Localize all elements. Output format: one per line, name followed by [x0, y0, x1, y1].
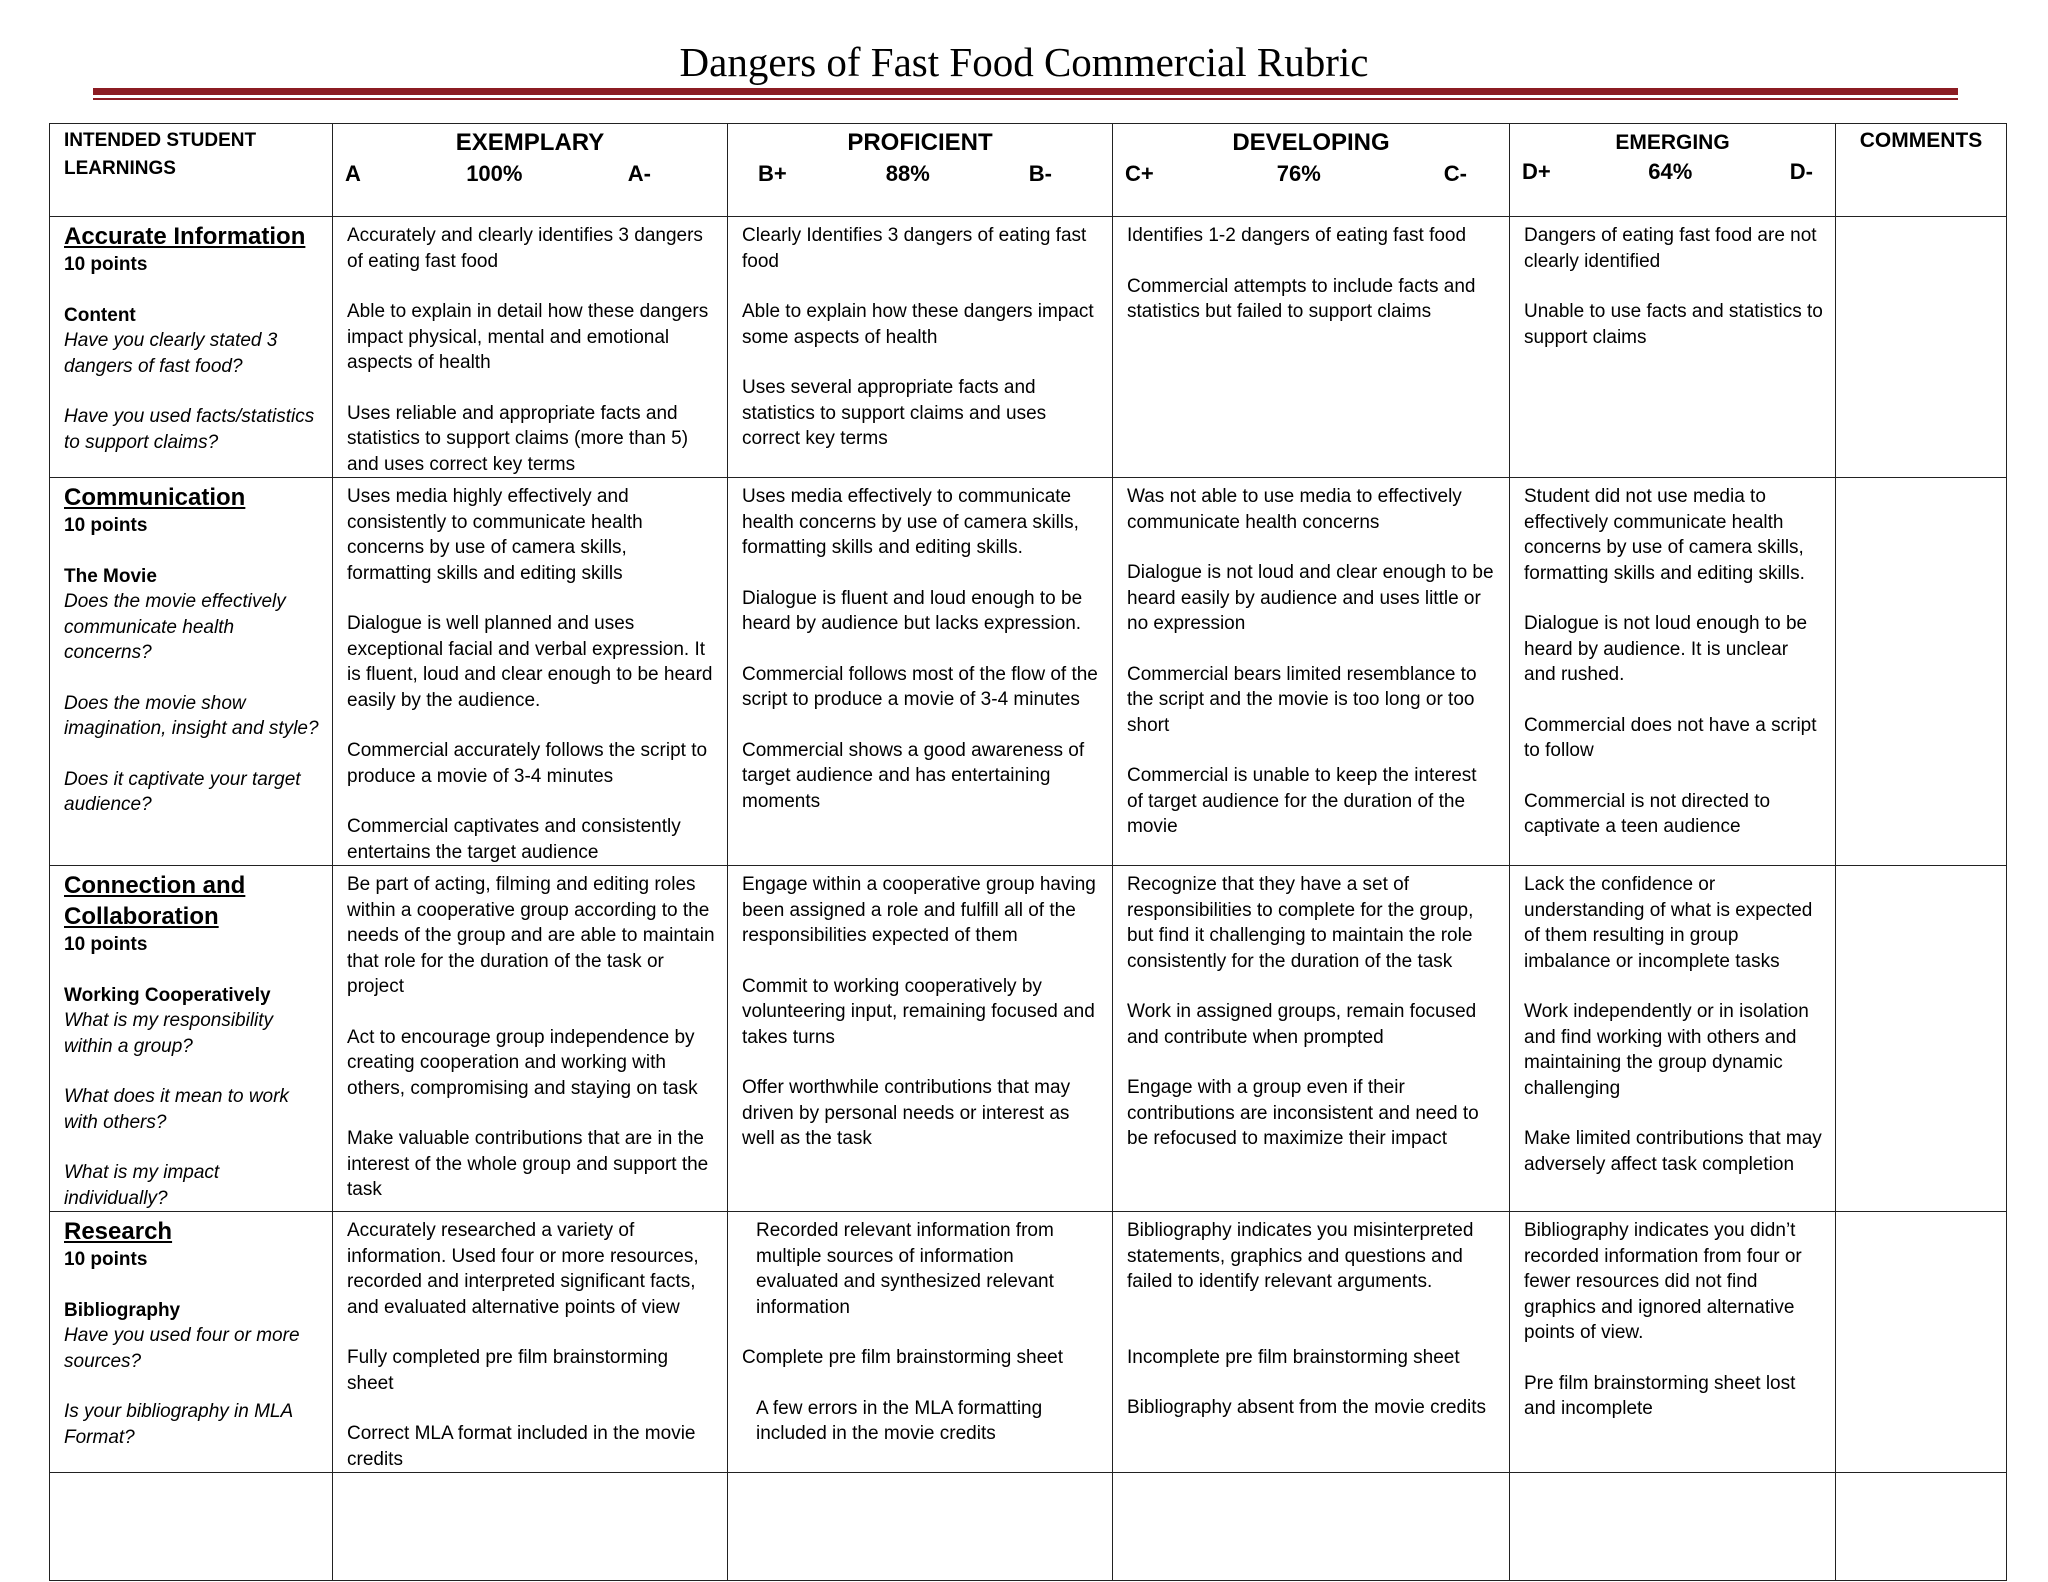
header-learnings-line1: INTENDED STUDENT — [64, 130, 257, 151]
descriptor-text: Make valuable contributions that are in the interest of the whole group and support the task — [347, 1128, 709, 1200]
descriptor-text: Bibliography indicates you misinterpreted statements, graphics and questions and failed to identify relevant arguments. — [1127, 1220, 1474, 1292]
descriptor-text: Commit to working cooperatively by volunteering input, remaining focused and takes turns — [742, 975, 1095, 1048]
descriptor-text: Make limited contributions that may adversely affect task completion — [1524, 1128, 1822, 1175]
descriptor-cell-exemplary — [333, 217, 728, 478]
criterion-question: What does it mean to work with others? — [64, 1086, 289, 1133]
descriptor-text: Commercial accurately follows the script to produce a movie of 3-4 minutes — [347, 740, 708, 787]
criterion-question: Does it captivate your target audience? — [64, 768, 301, 815]
descriptor-text: A few errors in the MLA formatting included in the movie credits — [756, 1397, 1043, 1444]
level-name: PROFICIENT — [847, 129, 993, 156]
criterion-points: 10 points — [64, 934, 148, 955]
empty-cell[interactable] — [333, 1473, 728, 1581]
descriptor-text: Student did not use media to effectively communicate health concerns by use of camera skills, formatting skills and editing skills. — [1524, 486, 1805, 584]
descriptor-text: Dangers of eating fast food are not clearly identified — [1524, 225, 1817, 272]
descriptor-text: Lack the confidence or understanding of what is expected of them resulting in group imbalance or incomplete tasks — [1524, 874, 1813, 972]
descriptor-text: Recorded relevant information from multiple sources of information evaluated and synthesized relevant information — [756, 1220, 1054, 1318]
descriptor-text: Correct MLA format included in the movie credits — [347, 1423, 696, 1470]
title-rule-thin — [93, 98, 1958, 100]
descriptor-text: Dialogue is well planned and uses exceptional facial and verbal expression. It is fluent, loud and clear enough to be heard easily by the audience. — [347, 613, 713, 711]
criterion-question: Have you clearly stated 3 dangers of fast food? — [64, 330, 278, 377]
descriptor-text: Commercial bears limited resemblance to the script and the movie is too long or too short — [1127, 663, 1477, 736]
descriptor-cell-proficient — [728, 217, 1113, 478]
criterion-question: Have you used facts/statistics to support claims? — [64, 406, 315, 453]
criterion-question: Does the movie show imagination, insight and style? — [64, 692, 319, 739]
descriptor-text: Dialogue is not loud enough to be heard by audience. It is unclear and rushed. — [1524, 613, 1808, 685]
level-name: DEVELOPING — [1232, 129, 1390, 156]
descriptor-text: Accurately researched a variety of information. Used four or more resources, recorded and interpreted significant facts, and evaluated alternative points of view — [347, 1220, 699, 1318]
descriptor-text: Able to explain in detail how these dangers impact physical, mental and emotional aspects of health — [347, 301, 709, 373]
criterion-subheading: The Movie — [64, 565, 157, 587]
header-level-developing — [1113, 124, 1510, 217]
rubric-row — [50, 478, 2007, 866]
criterion-subheading: Bibliography — [64, 1299, 181, 1321]
criterion-points: 10 points — [64, 1249, 148, 1270]
descriptor-text: Bibliography absent from the movie credits — [1127, 1397, 1487, 1418]
grade-high: C+ — [1125, 161, 1154, 186]
descriptor-cell-developing — [1113, 1212, 1510, 1473]
descriptor-text: Unable to use facts and statistics to support claims — [1524, 301, 1823, 348]
descriptor-cell-proficient — [728, 866, 1113, 1212]
comments-cell[interactable] — [1836, 217, 2007, 478]
criterion-name: Communication — [64, 484, 246, 511]
descriptor-text: Commercial is unable to keep the interest of target audience for the duration of the movie — [1127, 765, 1477, 837]
grade-high: D+ — [1522, 159, 1551, 184]
grade-low: C- — [1443, 161, 1467, 186]
comments-cell[interactable] — [1836, 1212, 2007, 1473]
descriptor-text: Pre film brainstorming sheet lost and incomplete — [1524, 1372, 1796, 1419]
criterion-points: 10 points — [64, 515, 148, 536]
descriptor-text: Bibliography indicates you didn’t recorded information from four or fewer resources did not find graphics and ignored alternative points of view. — [1524, 1220, 1802, 1343]
criterion-name: Accurate Information — [64, 223, 306, 250]
descriptor-text: Offer worthwhile contributions that may driven by personal needs or interest as well as the task — [742, 1077, 1071, 1149]
empty-cell[interactable] — [1836, 1473, 2007, 1581]
descriptor-text: Engage within a cooperative group having been assigned a role and fulfill all of the responsibilities expected of them — [742, 874, 1096, 946]
level-name: EXEMPLARY — [455, 129, 605, 156]
header-comments: COMMENTS — [1859, 129, 1983, 152]
descriptor-cell-proficient — [728, 1212, 1113, 1473]
criterion-name: Research — [64, 1218, 173, 1245]
rubric-row — [50, 866, 2007, 1212]
comments-cell[interactable] — [1836, 478, 2007, 866]
criterion-subheading: Working Cooperatively — [64, 984, 271, 1006]
empty-cell[interactable] — [1510, 1473, 1836, 1581]
descriptor-text: Dialogue is fluent and loud enough to be heard by audience but lacks expression. — [742, 587, 1083, 634]
descriptor-text: Commercial does not have a script to follow — [1524, 714, 1817, 761]
criterion-subheading: Content — [64, 304, 136, 326]
descriptor-text: Uses reliable and appropriate facts and statistics to support claims (more than 5) and uses correct key terms — [347, 402, 689, 475]
grade-percent: 76% — [1276, 161, 1321, 186]
criterion-question: What is my responsibility within a group? — [64, 1010, 274, 1057]
criterion-question: Does the movie effectively communicate health concerns? — [64, 591, 286, 663]
descriptor-cell-developing — [1113, 866, 1510, 1212]
header-learnings-cell — [50, 124, 333, 217]
descriptor-cell-emerging — [1510, 866, 1836, 1212]
grade-percent: 64% — [1648, 159, 1693, 184]
grade-percent: 100% — [466, 161, 523, 186]
descriptor-text: Act to encourage group independence by creating cooperation and working with others, compromising and staying on task — [347, 1026, 698, 1099]
descriptor-text: Was not able to use media to effectively communicate health concerns — [1127, 486, 1462, 533]
title-rule-thick — [93, 88, 1958, 95]
grade-high: B+ — [758, 161, 787, 186]
criterion-name: Connection and Collaboration — [64, 872, 246, 930]
empty-cell[interactable] — [50, 1473, 333, 1581]
grade-low: D- — [1789, 159, 1813, 184]
descriptor-text: Accurately and clearly identifies 3 dangers of eating fast food — [347, 225, 703, 272]
header-learnings-line2: LEARNINGS — [64, 158, 176, 179]
descriptor-text: Work in assigned groups, remain focused and contribute when prompted — [1127, 1001, 1477, 1048]
header-level-exemplary — [333, 124, 728, 217]
descriptor-text: Complete pre film brainstorming sheet — [742, 1347, 1064, 1368]
descriptor-text: Able to explain how these dangers impact some aspects of health — [742, 301, 1094, 348]
descriptor-text: Incomplete pre film brainstorming sheet — [1127, 1346, 1460, 1368]
descriptor-text: Uses media effectively to communicate health concerns by use of camera skills, formatting skills and editing skills. — [742, 486, 1079, 558]
grade-low: B- — [1028, 161, 1052, 186]
rubric-table — [49, 123, 2007, 1581]
grade-low: A- — [627, 161, 651, 186]
descriptor-text: Commercial shows a good awareness of target audience and has entertaining moments — [742, 739, 1085, 812]
descriptor-text: Commercial captivates and consistently entertains the target audience — [347, 816, 681, 863]
descriptor-cell-developing — [1113, 217, 1510, 478]
descriptor-text: Dialogue is not loud and clear enough to be heard easily by audience and uses little or no expression — [1127, 562, 1494, 634]
criterion-question: Have you used four or more sources? — [64, 1325, 300, 1372]
criterion-cell — [50, 217, 333, 478]
descriptor-cell-proficient — [728, 478, 1113, 866]
criterion-question: Is your bibliography in MLA Format? — [64, 1401, 293, 1448]
level-name: EMERGING — [1615, 131, 1730, 154]
descriptor-cell-exemplary — [333, 866, 728, 1212]
header-row — [50, 124, 2007, 217]
rubric-row — [50, 217, 2007, 478]
descriptor-text: Commercial attempts to include facts and statistics but failed to support claims — [1127, 275, 1476, 322]
descriptor-text: Uses several appropriate facts and statistics to support claims and uses correct key terms — [742, 377, 1047, 449]
descriptor-cell-exemplary — [333, 1212, 728, 1473]
criterion-cell — [50, 478, 333, 866]
descriptor-text: Work independently or in isolation and find working with others and maintaining the group dynamic challenging — [1524, 1001, 1809, 1099]
descriptor-cell-emerging — [1510, 478, 1836, 866]
descriptor-text: Commercial is not directed to captivate a teen audience — [1524, 790, 1771, 837]
criterion-question: What is my impact individually? — [64, 1162, 220, 1209]
descriptor-text: Identifies 1-2 dangers of eating fast food — [1127, 225, 1467, 246]
descriptor-text: Uses media highly effectively and consistently to communicate health concerns by use of camera skills, formatting skills and editing skills — [347, 486, 643, 584]
descriptor-text: Clearly Identifies 3 dangers of eating fast food — [742, 225, 1087, 272]
rubric-row — [50, 1212, 2007, 1473]
descriptor-text: Be part of acting, filming and editing roles within a cooperative group according to the needs of the group and are able to maintain that role for the duration of the task or project — [347, 874, 715, 997]
descriptor-cell-emerging — [1510, 217, 1836, 478]
descriptor-cell-developing — [1113, 478, 1510, 866]
comments-cell[interactable] — [1836, 866, 2007, 1212]
criterion-cell — [50, 866, 333, 1212]
grade-high: A — [345, 161, 361, 186]
header-level-proficient — [728, 124, 1113, 217]
header-level-emerging — [1510, 124, 1836, 217]
grade-percent: 88% — [885, 161, 930, 186]
descriptor-cell-emerging — [1510, 1212, 1836, 1473]
criterion-cell — [50, 1212, 333, 1473]
empty-cell[interactable] — [728, 1473, 1113, 1581]
descriptor-text: Commercial follows most of the flow of the script to produce a movie of 3-4 minutes — [742, 663, 1098, 710]
empty-row — [50, 1473, 2007, 1581]
empty-cell[interactable] — [1113, 1473, 1510, 1581]
descriptor-cell-exemplary — [333, 478, 728, 866]
header-comments-cell — [1836, 124, 2007, 217]
descriptor-text: Engage with a group even if their contributions are inconsistent and need to be refocused to maximize their impact — [1127, 1077, 1479, 1149]
descriptor-text: Fully completed pre film brainstorming sheet — [347, 1347, 669, 1394]
criterion-points: 10 points — [64, 254, 148, 275]
descriptor-text: Recognize that they have a set of responsibilities to complete for the group, but find it challenging to maintain the role consistently for the duration of the task — [1127, 874, 1474, 972]
page-title: Dangers of Fast Food Commercial Rubric — [679, 39, 1369, 85]
